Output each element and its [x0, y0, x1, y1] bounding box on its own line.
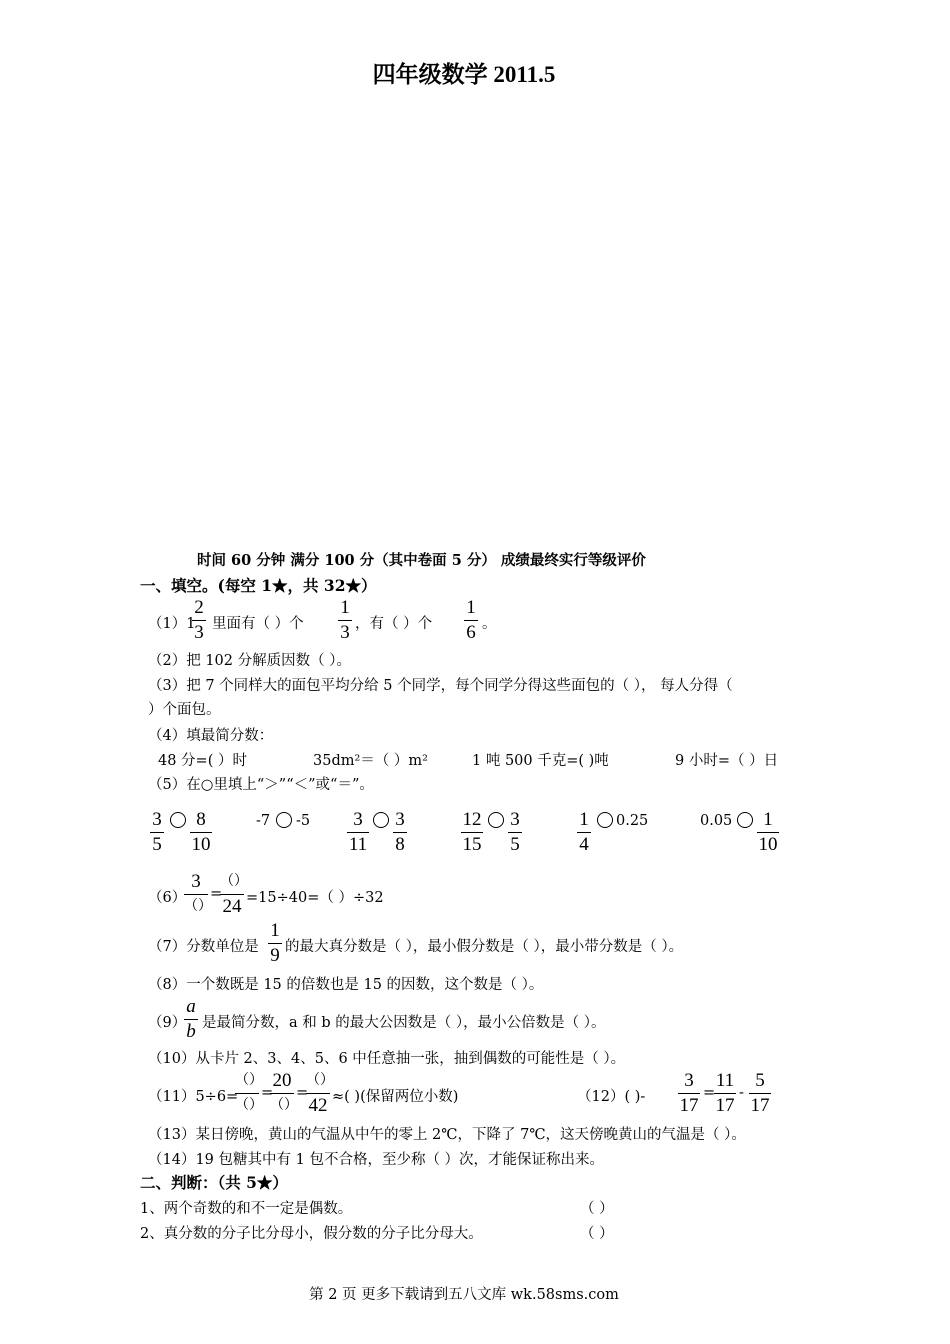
q7-text-a: （7）分数单位是 [148, 939, 259, 955]
q12-minus: - [739, 1085, 744, 1101]
judge-answer-2[interactable]: （ ） [580, 1226, 614, 1242]
q12-text-a: （12）( )- [577, 1089, 646, 1105]
q11-text-a: （11）5÷6= [148, 1089, 239, 1105]
q5c-left-fraction: 3 11 [348, 809, 368, 855]
q5d-right-fraction: 3 5 [508, 809, 522, 856]
compare-circle[interactable] [737, 812, 753, 828]
q1-fraction-1: 2 3 [192, 597, 206, 644]
q12-fraction-2: 11 17 [715, 1070, 735, 1116]
q5a-left-fraction: 3 5 [150, 809, 164, 856]
q5e-right: 0.25 [616, 813, 649, 829]
q4-item: 48 分=( ）时 [158, 753, 247, 769]
compare-circle[interactable] [597, 812, 613, 828]
q8: （8）一个数既是 15 的倍数也是 15 的因数，这个数是（ ）。 [148, 977, 544, 993]
q6-num: （6） [148, 890, 187, 906]
q1-num: （1）1 [148, 616, 196, 632]
q14: （14）19 包糖其中有 1 包不合格，至少称（ ）次，才能保证称出来。 [148, 1152, 605, 1168]
q5e-left-fraction: 1 4 [577, 809, 591, 856]
q5c-right-fraction: 3 8 [393, 809, 407, 856]
q5b-left: -7 [256, 813, 271, 829]
q4-item: 1 吨 500 千克=( )吨 [472, 753, 609, 769]
q3-line1: （3）把 7 个同样大的面包平均分给 5 个同学，每个同学分得这些面包的（ ）， 每人分得（ [148, 678, 733, 694]
exam-info: 时间 60 分钟 满分 100 分（其中卷面 5 分） 成绩最终实行等级评价 [197, 552, 646, 569]
q2: （2）把 102 分解质因数（ ）。 [148, 653, 351, 669]
q1-text-c: 。 [482, 616, 497, 632]
q12-fraction-1: 3 17 [679, 1070, 699, 1116]
q1-fraction-2: 1 3 [338, 597, 352, 644]
compare-circle[interactable] [170, 812, 186, 828]
judge-answer-1[interactable]: （ ） [580, 1201, 614, 1217]
q6-fraction-1: 3 （） [184, 871, 212, 914]
q11-eq1: = [261, 1085, 274, 1101]
compare-circle[interactable] [276, 812, 292, 828]
q6-eq: = [210, 886, 223, 902]
q11-fraction-1: （） （） [235, 1073, 263, 1113]
q5b-right: -5 [296, 813, 311, 829]
q7-text-b: 的最大真分数是（ ），最小假分数是（ ），最小带分数是（ ）。 [285, 939, 684, 955]
q1-text-a: 里面有（ ）个 [212, 616, 304, 632]
q13: （13）某日傍晚，黄山的气温从中午的零上 2℃，下降了 7℃，这天傍晚黄山的气温是（ ）。 [148, 1127, 746, 1143]
q3-line2: ）个面包。 [148, 702, 221, 718]
q6-fraction-2: （） 24 [220, 874, 248, 917]
q4-item: 9 小时=（ ）日 [675, 753, 779, 769]
q9-fraction: a b [184, 996, 198, 1043]
q12-eq: = [703, 1085, 716, 1101]
q6-rest: =15÷40=（ ）÷32 [246, 890, 384, 906]
section1-heading: 一、填空。(每空 1★，共 32★） [140, 576, 377, 595]
q5f-right-fraction: 1 10 [758, 809, 778, 855]
q1-fraction-3: 1 6 [464, 597, 478, 644]
q1-text-b: ，有（ ）个 [355, 616, 433, 632]
q12-fraction-3: 5 17 [750, 1070, 770, 1116]
q5f-left: 0.05 [700, 813, 733, 829]
q11-fraction-3: （） 42 [306, 1073, 334, 1116]
page-footer: 第 2 页 更多下载请到五八文库 wk.58sms.com [309, 1287, 619, 1303]
q4: （4）填最简分数： [148, 728, 274, 744]
compare-circle[interactable] [373, 812, 389, 828]
compare-circle[interactable] [488, 812, 504, 828]
judge-item-2: 2、真分数的分子比分母小，假分数的分子比分母大。 [140, 1226, 483, 1242]
q10: （10）从卡片 2、3、4、5、6 中任意抽一张，抽到偶数的可能性是（ ）。 [148, 1051, 626, 1067]
q5a-right-fraction: 8 10 [191, 809, 211, 855]
q5d-left-fraction: 12 15 [462, 809, 482, 855]
q5: （5）在○里填上“＞”“＜”或“＝”。 [148, 777, 374, 793]
q11-fraction-2: 20 （） [270, 1070, 298, 1113]
q11-text-b: ≈( )(保留两位小数) [332, 1089, 459, 1105]
section2-heading: 二、判断：（共 5★） [140, 1173, 288, 1192]
q11-eq2: = [296, 1085, 309, 1101]
q4-item: 35dm²＝（ ）m² [313, 753, 428, 769]
q7-fraction: 1 9 [268, 920, 282, 967]
judge-item-1: 1、两个奇数的和不一定是偶数。 [140, 1201, 353, 1217]
q9-num: （9） [148, 1015, 187, 1031]
q9-text: 是最简分数，a 和 b 的最大公因数是（ ），最小公倍数是（ ）。 [202, 1015, 606, 1031]
page-title: 四年级数学 2011.5 [372, 62, 556, 87]
